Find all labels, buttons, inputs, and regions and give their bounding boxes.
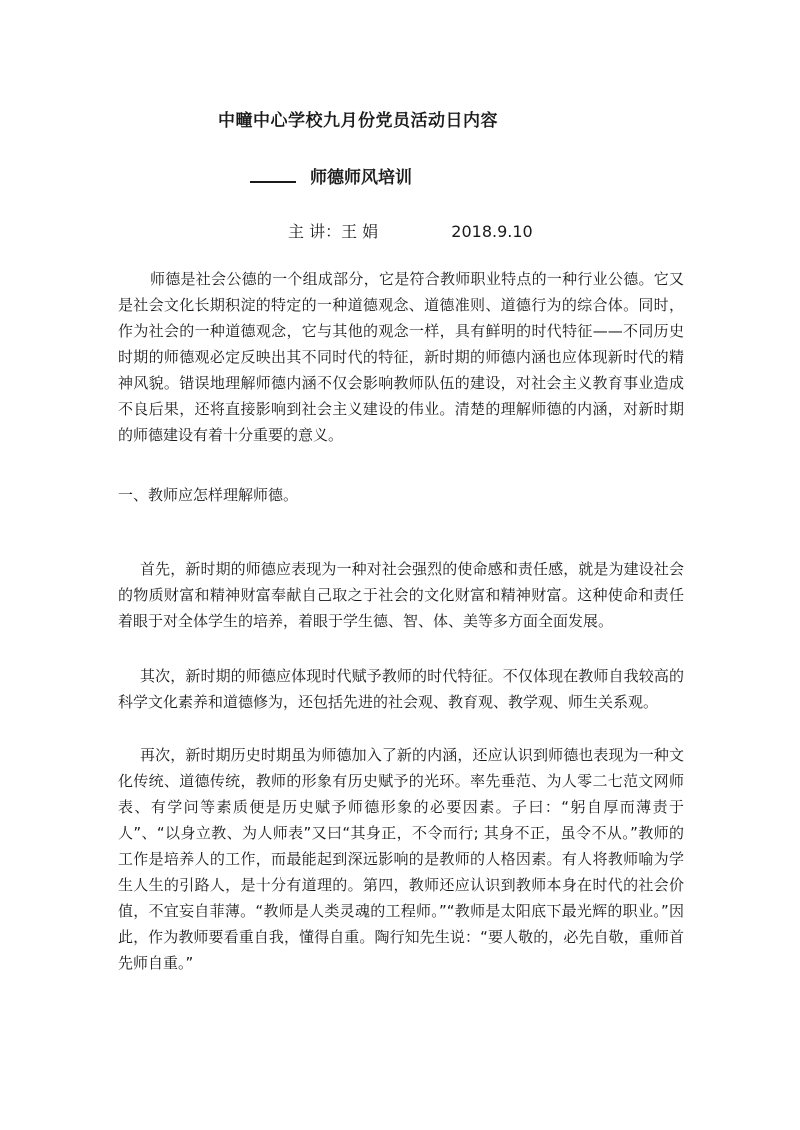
- speaker-row: [288, 219, 533, 242]
- underline-blank: [250, 167, 296, 183]
- paragraph-second: 其次，新时期的师德应体现时代赋予教师的时代特征。不仅体现在教师自我较高的科学文化素养和道德修为，还包括先进的社会观、教育观、教学观、师生关系观。: [118, 667, 684, 711]
- speaker-label: 主 讲：王 娟: [288, 222, 379, 241]
- paragraph-third: 再次，新时期历史时期虽为师德加入了新的内涵，还应认识到师德也表现为一种文化传统、道德传统，教师的形象有历史赋予的光环。率先垂范、为人零二七范文网师表、有学问等素质便是历史赋予师德形象的必要因素。子曰：“躬自厚而薄责于人”、“以身立教、为人师表”又曰“其身正，不令而行; 其身不正，虽令不从。”教师的工作是培养人的工作，而最能起到深远影响的是教师的人格因素。有人将教师喻为学生人生的引路人，是十分有道理的。第四，教师还应认识到教师本身在时代的社会价值，不宜妄自菲薄。“教师是人类灵魂的工程师。”“教师是太阳底下最光辉的职业。”因此，作为教师要看重自我，懂得自重。陶行知先生说：“要人敬的，必先自敬，重师首先师自重。”: [118, 746, 684, 972]
- intro-paragraph: 师德是社会公德的一个组成部分，它是符合教师职业特点的一种行业公德。它又是社会文化长期积淀的特定的一种道德观念、道德准则、道德行为的综合体。同时，作为社会的一种道德观念，它与其他的观念一样，具有鲜明的时代特征——不同历史时期的师德观必定反映出其不同时代的特征，新时期的师德内涵也应体现新时代的精神风貌。错误地理解师德内涵不仅会影响教师队伍的建设，对社会主义教育事业造成不良后果，还将直接影响到社会主义建设的伟业。清楚的理解师德的内涵，对新时期的师德建设有着十分重要的意义。: [118, 270, 684, 444]
- subtitle: 师德师风培训: [310, 168, 412, 188]
- subtitle-row: [250, 163, 412, 188]
- section-heading: 一、教师应怎样理解师德。: [118, 486, 299, 504]
- date: 2018.9.10: [451, 222, 533, 241]
- paragraph-first: 首先，新时期的师德应表现为一种对社会强烈的使命感和责任感，就是为建设社会的物质财富和精神财富奉献自己取之于社会的文化财富和精神财富。这种使命和责任着眼于对全体学生的培养，着眼于学生德、智、体、美等多方面全面发展。: [118, 560, 684, 630]
- document-title: 中疃中心学校九月份党员活动日内容: [218, 111, 498, 131]
